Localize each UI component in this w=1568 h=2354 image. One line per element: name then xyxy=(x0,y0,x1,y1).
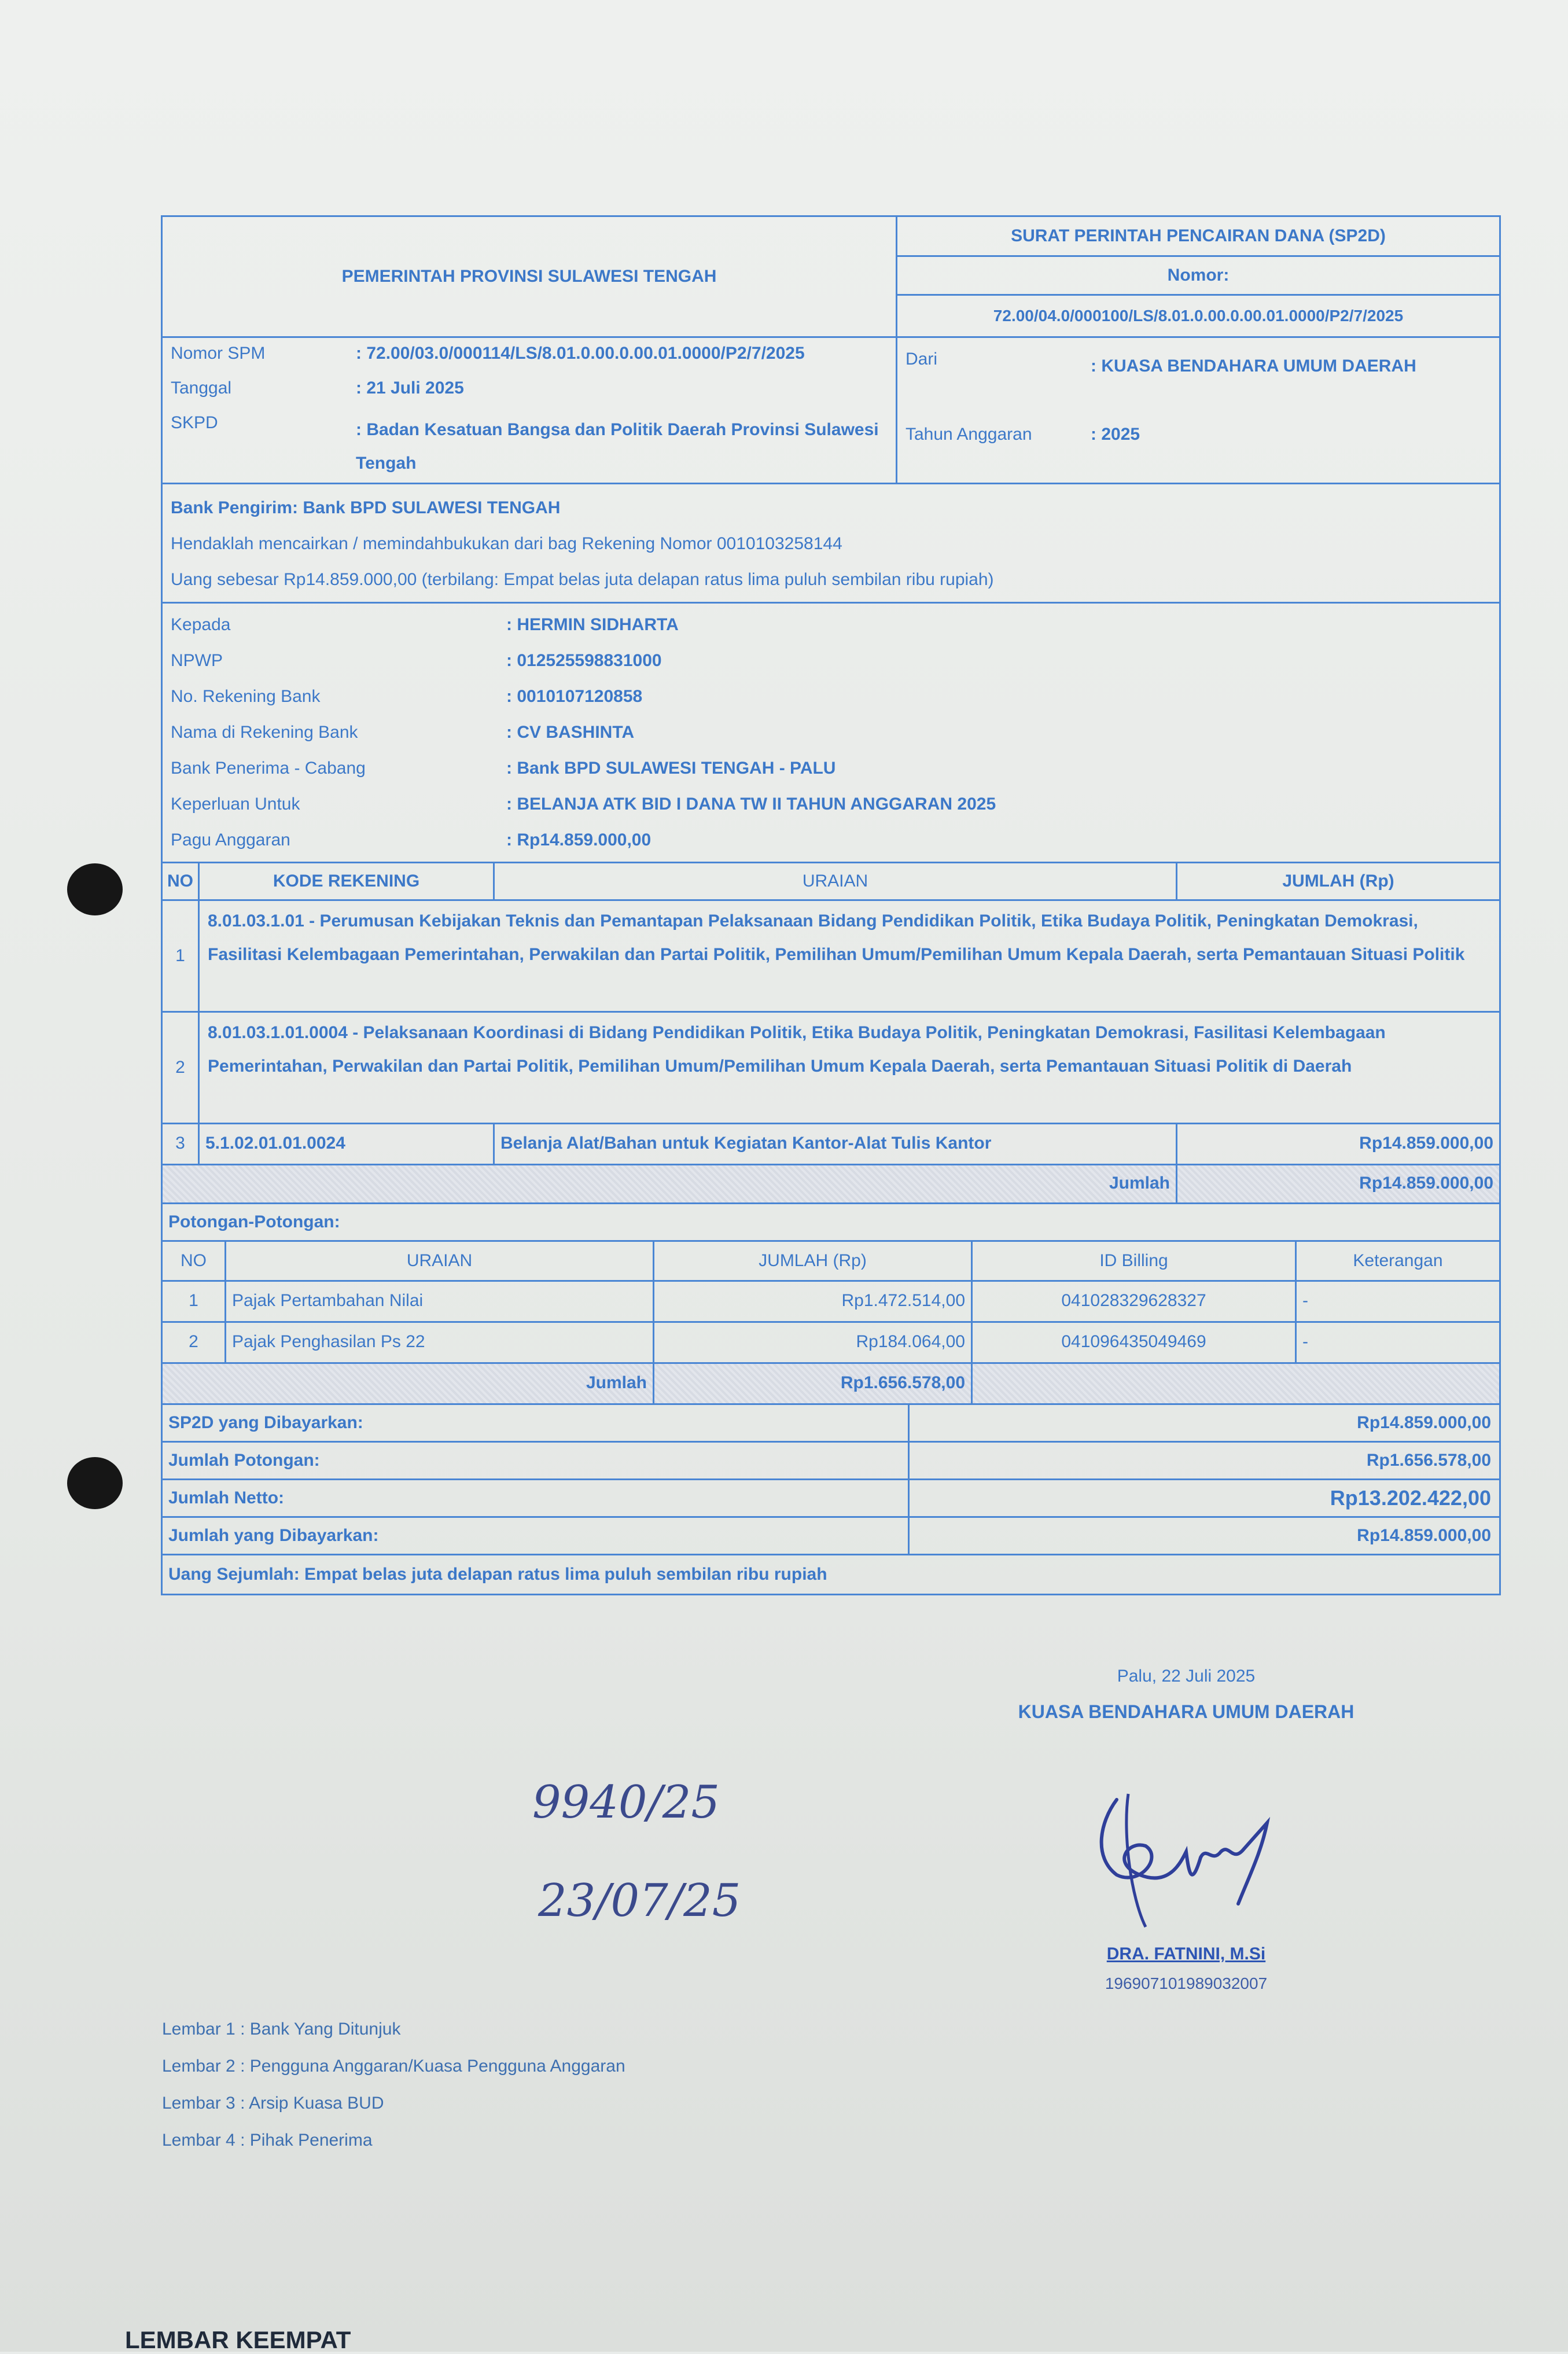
jumlah-potongan-value: Rp1.656.578,00 xyxy=(910,1443,1499,1480)
row-no: 1 xyxy=(163,901,200,1011)
row-id-billing: 041028329628327 xyxy=(973,1282,1297,1321)
bank-penerima-value: : Bank BPD SULAWESI TENGAH - PALU xyxy=(506,759,836,778)
total-label: Jumlah xyxy=(163,1165,1177,1202)
jumlah-dibayarkan-label: Jumlah yang Dibayarkan: xyxy=(168,1526,379,1545)
bank-pengirim: Bank Pengirim: Bank BPD SULAWESI TENGAH xyxy=(171,498,561,517)
pagu-label: Pagu Anggaran xyxy=(171,830,290,849)
signature-position: KUASA BENDAHARA UMUM DAERAH xyxy=(1018,1701,1354,1722)
keperluan-label: Keperluan Untuk xyxy=(171,795,300,814)
nama-rekening-value: : CV BASHINTA xyxy=(506,723,635,742)
nama-rekening-label: Nama di Rekening Bank xyxy=(171,723,358,742)
sp2d-form xyxy=(161,215,1501,1595)
pagu-value: : Rp14.859.000,00 xyxy=(506,830,652,849)
rekening-value: : 0010107120858 xyxy=(506,687,643,706)
bank-penerima-label: Bank Penerima - Cabang xyxy=(171,759,366,778)
total-value: Rp14.859.000,00 xyxy=(1177,1165,1499,1202)
npwp-label: NPWP xyxy=(171,651,223,670)
sp2d-dibayarkan-label: SP2D yang Dibayarkan: xyxy=(163,1405,908,1443)
rekening-total-row xyxy=(163,1165,1499,1204)
jumlah-potongan-label: Jumlah Potongan: xyxy=(163,1443,908,1480)
table-row xyxy=(163,1323,1499,1364)
row-id-billing: 041096435049469 xyxy=(973,1323,1297,1362)
penerima-block xyxy=(163,604,1499,863)
header-no: NO xyxy=(163,863,200,899)
terbilang: Uang Sejumlah: Empat belas juta delapan ratus lima puluh sembilan ribu rupiah xyxy=(168,1565,827,1584)
signature-block xyxy=(984,1667,1389,1723)
table-row xyxy=(163,1124,1499,1165)
row-jumlah: Rp14.859.000,00 xyxy=(1359,1134,1493,1153)
npwp-value: : 012525598831000 xyxy=(506,651,662,670)
nomor-spm-value: : 72.00/03.0/000114/LS/8.01.0.00.0.00.01.0000/P2/7/2025 xyxy=(356,344,805,363)
document-title: SURAT PERINTAH PENCAIRAN DANA (SP2D) xyxy=(897,217,1499,257)
nomor-label: Nomor: xyxy=(897,257,1499,296)
header-id-billing: ID Billing xyxy=(973,1242,1297,1280)
row-no: 1 xyxy=(163,1282,226,1321)
signatory-nip: 196907101989032007 xyxy=(1105,1974,1268,1992)
row-uraian: Pajak Penghasilan Ps 22 xyxy=(226,1323,654,1362)
jumlah-dibayarkan-value: Rp14.859.000,00 xyxy=(1357,1526,1491,1545)
header-no: NO xyxy=(163,1242,226,1280)
table-row xyxy=(163,901,1499,1013)
row-keterangan: - xyxy=(1302,1291,1308,1310)
nomor-spm-label: Nomor SPM xyxy=(171,344,266,363)
dari-label: Dari xyxy=(906,350,938,369)
row-uraian: Pajak Pertambahan Nilai xyxy=(226,1282,654,1321)
header-jumlah: JUMLAH (Rp) xyxy=(1282,871,1394,891)
jumlah-netto-value: Rp13.202.422,00 xyxy=(910,1480,1499,1518)
place-date: Palu, 22 Juli 2025 xyxy=(1117,1667,1256,1686)
header-keterangan: Keterangan xyxy=(1353,1251,1443,1270)
lembar-item: Lembar 3 : Arsip Kuasa BUD xyxy=(162,2094,384,2113)
potongan-title: Potongan-Potongan: xyxy=(163,1204,1499,1242)
row-no: 2 xyxy=(163,1013,200,1123)
signature-image xyxy=(1076,1788,1296,1939)
table-row xyxy=(163,1282,1499,1323)
row-uraian: 8.01.03.1.01.0004 - Pelaksanaan Koordinasi di Bidang Pendidikan Politik, Etika Budaya Politik, Peningkatan Demokrasi, Fasilitasi Kelembagaan Pemerintahan, Perwakilan dan Partai Politik, Pemilihan Umum/Pemilihan Umum Kepala Daerah, serta Pemantauan Situasi Politik di Daerah xyxy=(208,1023,1386,1076)
row-jumlah: Rp1.472.514,00 xyxy=(654,1282,973,1321)
header-jumlah: JUMLAH (Rp) xyxy=(654,1242,973,1280)
perintah-pencairan: Hendaklah mencairkan / memindahbukukan dari bag Rekening Nomor 0010103258144 xyxy=(171,534,842,553)
lembar-list xyxy=(162,2020,625,2168)
government-title: PEMERINTAH PROVINSI SULAWESI TENGAH xyxy=(163,217,897,336)
rekening-table-header xyxy=(163,863,1499,901)
row-jumlah: Rp184.064,00 xyxy=(654,1323,973,1362)
header-uraian: URAIAN xyxy=(226,1242,654,1280)
header-kode-rekening: KODE REKENING xyxy=(200,863,495,899)
lembar-item: Lembar 4 : Pihak Penerima xyxy=(162,2131,373,2150)
tanggal-value: : 21 Juli 2025 xyxy=(356,378,464,398)
spm-block xyxy=(163,338,897,483)
table-row xyxy=(163,1013,1499,1124)
potongan-total-label: Jumlah xyxy=(163,1364,654,1403)
uang-sebesar: Uang sebesar Rp14.859.000,00 (terbilang: Empat belas juta delapan ratus lima puluh sembilan ribu rupiah) xyxy=(171,570,994,589)
skpd-label: SKPD xyxy=(171,413,218,432)
row-keterangan: - xyxy=(1302,1332,1308,1351)
row-no: 3 xyxy=(163,1124,200,1164)
kepada-value: : HERMIN SIDHARTA xyxy=(506,615,679,634)
sp2d-dibayarkan-value: Rp14.859.000,00 xyxy=(910,1405,1499,1443)
rekening-label: No. Rekening Bank xyxy=(171,687,321,706)
row-kode-rekening: 5.1.02.01.01.0024 xyxy=(200,1124,495,1164)
lembar-item: Lembar 2 : Pengguna Anggaran/Kuasa Pengguna Anggaran xyxy=(162,2057,625,2076)
handwritten-date: 23/07/25 xyxy=(538,1875,741,1927)
row-uraian: 8.01.03.1.01 - Perumusan Kebijakan Teknis dan Pemantapan Pelaksanaan Bidang Pendidikan Politik, Etika Budaya Politik, Peningkatan Demokrasi, Fasilitasi Kelembagaan Pemerintahan, Perwakilan dan Partai Politik, Pemilihan Umum/Pemilihan Umum Kepala Daerah, serta Pemantauan Situasi Politik xyxy=(208,911,1465,964)
potongan-table-header xyxy=(163,1242,1499,1282)
kepada-label: Kepada xyxy=(171,615,231,634)
footer-lembar-keempat: LEMBAR KEEMPAT xyxy=(125,2326,351,2353)
keperluan-value: : BELANJA ATK BID I DANA TW II TAHUN ANGGARAN 2025 xyxy=(506,795,996,814)
row-uraian: Belanja Alat/Bahan untuk Kegiatan Kantor-Alat Tulis Kantor xyxy=(495,1124,1177,1164)
punch-hole-top xyxy=(67,863,123,915)
skpd-value: : Badan Kesatuan Bangsa dan Politik Daerah Provinsi Sulawesi Tengah xyxy=(356,420,879,473)
tanggal-label: Tanggal xyxy=(171,378,232,398)
potongan-total-row xyxy=(163,1364,1499,1405)
nomor-value: 72.00/04.0/000100/LS/8.01.0.00.0.00.01.0000/P2/7/2025 xyxy=(993,307,1404,325)
row-no: 2 xyxy=(163,1323,226,1362)
potongan-total-value: Rp1.656.578,00 xyxy=(654,1364,973,1403)
lembar-item: Lembar 1 : Bank Yang Ditunjuk xyxy=(162,2020,401,2039)
signatory-name: DRA. FATNINI, M.Si xyxy=(1106,1944,1266,1963)
dari-block xyxy=(897,338,1499,483)
dari-value: : KUASA BENDAHARA UMUM DAERAH xyxy=(1091,356,1416,376)
tahun-anggaran-label: Tahun Anggaran xyxy=(906,425,1032,444)
jumlah-netto-label: Jumlah Netto: xyxy=(163,1480,908,1518)
handwritten-number: 9940/25 xyxy=(532,1776,720,1829)
tahun-anggaran-value: : 2025 xyxy=(1091,425,1140,444)
punch-hole-bottom xyxy=(67,1457,123,1509)
header-uraian: URAIAN xyxy=(495,863,1177,899)
